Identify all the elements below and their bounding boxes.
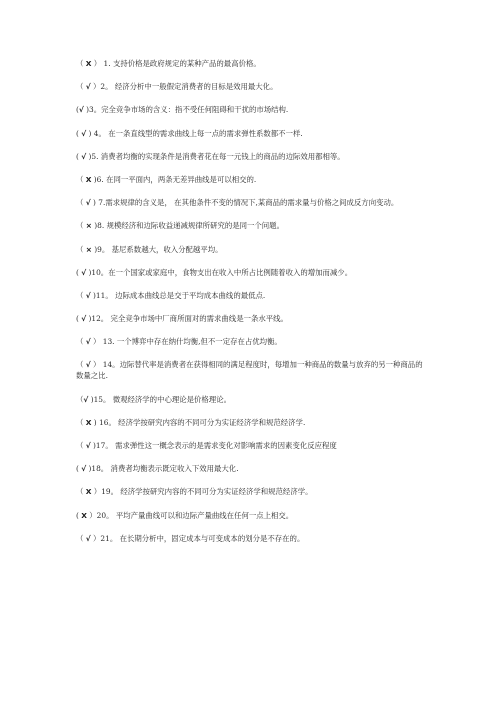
question-text: ) 7.需求规律的含义是， 在其他条件不变的情况下,某商品的需求量与价格之间成反方向变动。 xyxy=(90,198,399,208)
answer-open-paren: ( xyxy=(76,105,79,115)
answer-mark: √ xyxy=(85,337,91,347)
question-item xyxy=(76,174,426,185)
question-item xyxy=(76,151,426,162)
question-text: )12。 完全竞争市场中厂商所面对的需求曲线是一条水平线。 xyxy=(86,314,288,324)
answer-mark: √ xyxy=(85,290,91,300)
question-text: ） 1. 支持价格是政府规定的某种产品的最高价格。 xyxy=(91,59,261,68)
answer-mark: X xyxy=(85,174,92,184)
question-item xyxy=(76,359,426,381)
question-item xyxy=(76,128,426,139)
question-text: ) 16。 经济学按研究内容的不同可分为实证经济学和规范经济学. xyxy=(91,417,306,427)
question-item xyxy=(76,290,426,301)
answer-open-paren: （ xyxy=(76,244,86,254)
answer-mark: X xyxy=(81,510,87,520)
answer-open-paren: ( xyxy=(76,151,82,161)
answer-mark: X xyxy=(85,417,92,427)
answer-mark: √ xyxy=(81,314,87,324)
answer-mark: √ xyxy=(81,464,87,474)
question-text: )8. 规模经济和边际收益递减规律所研究的是同一个问题。 xyxy=(91,221,284,231)
answer-mark: × xyxy=(85,221,92,231)
answer-open-paren: （ xyxy=(76,290,86,300)
question-text: ） 14。边际替代率是消费者在获得相同的满足程度时，每增加一种商品的数量与放弃的另一种商品的数量之比. xyxy=(76,360,423,381)
question-item xyxy=(76,533,426,544)
question-text: )11。 边际成本曲线总是交于平均成本曲线的最低点. xyxy=(90,290,266,300)
answer-open-paren: ( xyxy=(76,267,82,277)
answer-open-paren: ( xyxy=(76,128,82,138)
answer-open-paren: （ xyxy=(76,417,86,427)
question-item xyxy=(76,510,426,521)
question-text: )3。完全竞争市场的含义：指不受任何阻碍和干扰的市场结构. xyxy=(83,105,289,115)
answer-mark: √ xyxy=(85,533,91,543)
answer-mark: X xyxy=(85,59,92,68)
answer-open-paren: （ xyxy=(76,198,86,208)
question-item xyxy=(76,104,426,115)
question-text: )6. 在同一平面内，两条无差异曲线是可以相交的. xyxy=(91,174,257,184)
answer-open-paren: （ xyxy=(76,337,86,347)
answer-mark: √ xyxy=(81,151,87,161)
question-text: )5. 消费者均衡的实现条件是消费者花在每一元钱上的商品的边际效用都相等。 xyxy=(86,151,345,161)
answer-open-paren: （ xyxy=(76,441,86,450)
question-text: )9。 基尼系数越大，收入分配越平均。 xyxy=(91,244,223,254)
answer-open-paren: （ xyxy=(76,174,86,184)
answer-open-paren: （ xyxy=(76,59,86,68)
answer-open-paren: ( xyxy=(76,510,82,520)
question-item xyxy=(76,394,426,405)
question-text: ） 13. 一个博弈中存在纳什均衡,但不一定存在占优均衡。 xyxy=(90,337,282,347)
question-text: )18。 消费者均衡表示既定收入下效用最大化. xyxy=(86,464,239,474)
question-text: )15。 微观经济学的中心理论是价格理论。 xyxy=(88,394,231,404)
answer-mark: √ xyxy=(85,82,91,92)
question-item xyxy=(76,244,426,255)
question-item xyxy=(76,58,426,69)
answer-open-paren: ( xyxy=(76,464,82,474)
true-false-question-list xyxy=(76,58,426,556)
question-item xyxy=(76,81,426,92)
question-item xyxy=(76,313,426,324)
answer-mark: √ xyxy=(85,198,91,208)
question-item xyxy=(76,463,426,474)
question-text: )10。在一个国家或家庭中，食物支出在收入中所占比例随着收入的增加而减少。 xyxy=(86,267,353,277)
question-text: ）21。 在长期分析中，固定成本与可变成本的划分是不存在的。 xyxy=(90,533,305,543)
answer-open-paren: （ xyxy=(76,82,86,92)
question-item xyxy=(76,336,426,347)
answer-mark: √ xyxy=(78,105,84,115)
answer-mark: √ xyxy=(81,267,87,277)
answer-open-paren: （ xyxy=(76,360,86,370)
question-item xyxy=(76,417,426,428)
answer-open-paren: （ xyxy=(76,533,86,543)
answer-open-paren: ( xyxy=(76,314,82,324)
question-item xyxy=(76,486,426,497)
question-text: ) 4。 在一条直线型的需求曲线上每一点的需求弹性系数都不一样. xyxy=(86,128,303,138)
answer-open-paren: （ xyxy=(76,394,84,404)
question-text: )17。 需求弹性这一概念表示的是需求变化对影响需求的因素变化反应程度 xyxy=(90,441,337,450)
question-item xyxy=(76,267,426,278)
answer-open-paren: （ xyxy=(76,487,86,497)
answer-open-paren: （ xyxy=(76,221,86,231)
question-item xyxy=(76,220,426,231)
answer-mark: × xyxy=(85,244,92,254)
answer-mark: X xyxy=(85,487,92,497)
question-item xyxy=(76,197,426,208)
question-text: ）19。 经济学按研究内容的不同可分为实证经济学和规范经济学。 xyxy=(91,487,313,497)
question-text: ）2。 经济分析中一般假定消费者的目标是效用最大化。 xyxy=(90,82,278,92)
answer-mark: √ xyxy=(83,394,89,404)
answer-mark: √ xyxy=(85,360,91,370)
answer-mark: √ xyxy=(81,128,87,138)
question-text: ）20。 平均产量曲线可以和边际产量曲线在任何一点上相交。 xyxy=(86,510,294,520)
answer-mark: √ xyxy=(85,441,91,450)
question-item xyxy=(76,440,426,451)
